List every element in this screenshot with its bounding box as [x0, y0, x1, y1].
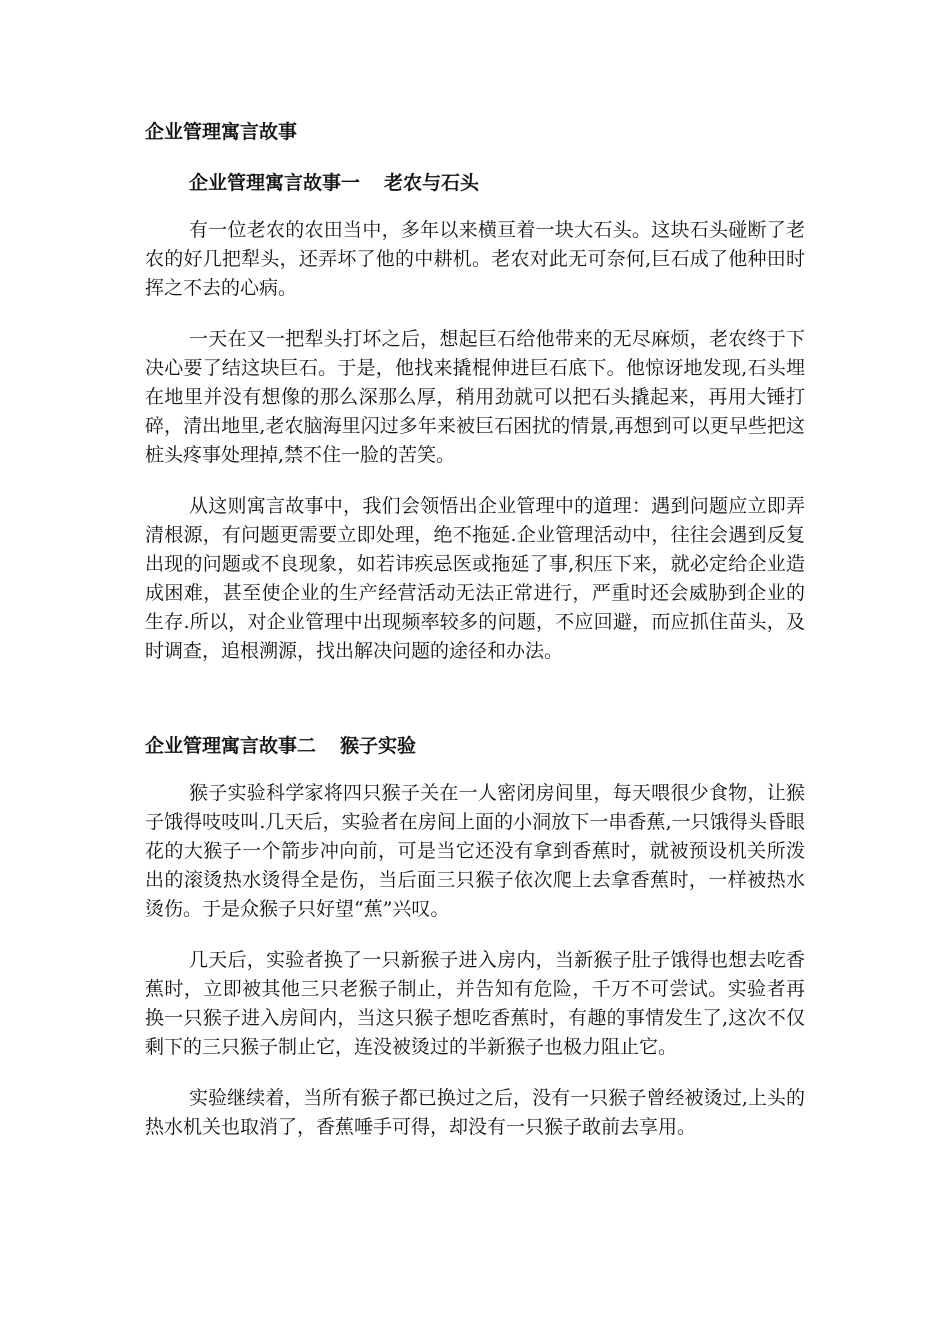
section-1-heading	[145, 169, 805, 198]
section-2-heading	[145, 732, 805, 761]
section-2-paragraph-3: 实验继续着，当所有猴子都已换过之后，没有一只猴子曾经被烫过,上头的热水机关也取消了，香蕉唾手可得，却没有一只猴子敢前去享用。	[145, 1087, 805, 1138]
section-1-paragraph-2: 一天在又一把犁头打坏之后，想起巨石给他带来的无尽麻烦，老农终于下决心要了结这块巨石。于是，他找来撬棍伸进巨石底下。他惊讶地发现,石头埋在地里并没有想像的那么深那么厚，稍用劲就可以把石头撬起来，再用大锤打碎，清出地里,老农脑海里闪过多年来被巨石困扰的情景,再想到可以更早些把这桩头疼事处理掉,禁不住一脸的苦笑。	[145, 328, 805, 466]
document-title: 企业管理寓言故事	[145, 121, 298, 143]
section-1-paragraph-1: 有一位老农的农田当中，多年以来横亘着一块大石头。这块石头碰断了老农的好几把犁头，还弄坏了他的中耕机。老农对此无可奈何,巨石成了他种田时挥之不去的心病。	[145, 219, 805, 299]
section-1-heading-main: 企业管理寓言故事一	[189, 172, 361, 194]
section-2-heading-sub: 猴子实验	[340, 735, 417, 757]
section-spacer	[145, 688, 805, 732]
section-2-heading-main: 企业管理寓言故事二	[145, 735, 317, 757]
section-2-paragraph-2: 几天后，实验者换了一只新猴子进入房内，当新猴子肚子饿得也想去吃香蕉时，立即被其他三只老猴子制止，并告知有危险，千万不可尝试。实验者再换一只猴子进入房间内，当这只猴子想吃香蕉时，有趣的事情发生了,这次不仅剩下的三只猴子制止它，连没被烫过的半新猴子也极力阻止它。	[145, 949, 805, 1058]
section-1-heading-sub: 老农与石头	[384, 172, 480, 194]
document-body	[145, 118, 805, 1164]
section-2-paragraph-1: 猴子实验科学家将四只猴子关在一人密闭房间里，每天喂很少食物，让猴子饿得吱吱叫.几天后，实验者在房间上面的小洞放下一串香蕉,一只饿得头昏眼花的大猴子一个箭步冲向前，可是当它还没有拿到香蕉时，就被预设机关所泼出的滚烫热水烫得全是伤，当后面三只猴子依次爬上去拿香蕉时，一样被热水烫伤。于是众猴子只好望“蕉”兴叹。	[145, 782, 805, 920]
section-1-paragraph-3: 从这则寓言故事中，我们会领悟出企业管理中的道理：遇到问题应立即弄清根源，有问题更需要立即处理，绝不拖延.企业管理活动中，往往会遇到反复出现的问题或不良现象，如若讳疾忌医或拖延了事,积压下来，就必定给企业造成困难，甚至使企业的生产经营活动无法正常进行，严重时还会威胁到企业的生存.所以，对企业管理中出现频率较多的问题，不应回避，而应抓住苗头，及时调查，追根溯源，找出解决问题的途径和办法。	[145, 495, 805, 662]
